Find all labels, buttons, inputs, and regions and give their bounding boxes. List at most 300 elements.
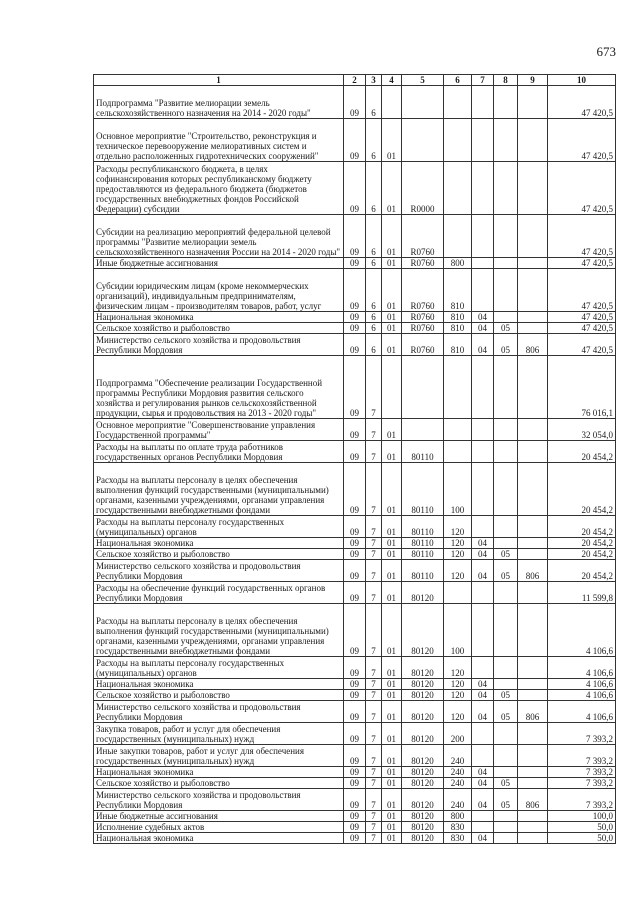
cell-name: Сельское хозяйство и рыболовство bbox=[94, 549, 344, 560]
cell-col-2: 09 bbox=[344, 778, 366, 789]
cell-name: Иные бюджетные ассигнования bbox=[94, 258, 344, 269]
cell-amount: 50,0 bbox=[548, 822, 616, 833]
cell-col-4 bbox=[382, 356, 402, 419]
cell-col-3: 6 bbox=[366, 312, 382, 323]
cell-col-8: 05 bbox=[494, 789, 518, 811]
cell-col-9 bbox=[518, 723, 548, 745]
cell-col-4: 01 bbox=[382, 789, 402, 811]
cell-col-8 bbox=[494, 86, 518, 119]
cell-col-2: 09 bbox=[344, 690, 366, 701]
column-header-col-6: 6 bbox=[444, 75, 472, 86]
cell-col-6: 810 bbox=[444, 334, 472, 356]
cell-col-2: 09 bbox=[344, 419, 366, 441]
cell-col-2: 09 bbox=[344, 560, 366, 582]
cell-col-9: 806 bbox=[518, 789, 548, 811]
cell-col-9 bbox=[518, 549, 548, 560]
cell-amount: 20 454,2 bbox=[548, 516, 616, 538]
cell-col-2: 09 bbox=[344, 356, 366, 419]
cell-col-5: 80110 bbox=[402, 441, 444, 463]
cell-col-3: 6 bbox=[366, 258, 382, 269]
cell-col-2: 09 bbox=[344, 538, 366, 549]
cell-col-9 bbox=[518, 312, 548, 323]
cell-col-5: 80120 bbox=[402, 767, 444, 778]
cell-col-6 bbox=[444, 86, 472, 119]
cell-name: Исполнение судебных актов bbox=[94, 822, 344, 833]
cell-col-2: 09 bbox=[344, 516, 366, 538]
cell-col-2: 09 bbox=[344, 811, 366, 822]
table-row bbox=[94, 822, 616, 833]
cell-col-5: 80120 bbox=[402, 582, 444, 604]
table-row bbox=[94, 323, 616, 334]
cell-name: Расходы на выплаты персоналу государственных (муниципальных) органов bbox=[94, 657, 344, 679]
cell-col-4: 01 bbox=[382, 822, 402, 833]
cell-col-4: 01 bbox=[382, 811, 402, 822]
table-row bbox=[94, 215, 616, 258]
cell-col-9 bbox=[518, 811, 548, 822]
cell-amount: 47 420,5 bbox=[548, 86, 616, 119]
cell-col-4: 01 bbox=[382, 690, 402, 701]
table-row bbox=[94, 745, 616, 767]
cell-col-6: 100 bbox=[444, 604, 472, 657]
cell-col-9 bbox=[518, 269, 548, 312]
table-row bbox=[94, 767, 616, 778]
cell-col-6: 120 bbox=[444, 549, 472, 560]
cell-col-7 bbox=[472, 258, 494, 269]
cell-col-4: 01 bbox=[382, 334, 402, 356]
cell-col-4: 01 bbox=[382, 258, 402, 269]
cell-col-7 bbox=[472, 582, 494, 604]
table-row bbox=[94, 811, 616, 822]
cell-name: Субсидии юридическим лицам (кроме некоммерческих организаций), индивидуальным предпринимателям, физическим лицам - производителям товаров, работ, услуг bbox=[94, 269, 344, 312]
cell-col-3: 7 bbox=[366, 604, 382, 657]
cell-col-3: 7 bbox=[366, 679, 382, 690]
column-header-col-9: 9 bbox=[518, 75, 548, 86]
cell-amount: 76 016,1 bbox=[548, 356, 616, 419]
cell-col-9 bbox=[518, 258, 548, 269]
cell-col-6: 120 bbox=[444, 690, 472, 701]
cell-col-3: 6 bbox=[366, 269, 382, 312]
cell-col-6: 240 bbox=[444, 789, 472, 811]
page-number: 673 bbox=[596, 44, 616, 59]
cell-name: Министерство сельского хозяйства и продовольствия Республики Мордовия bbox=[94, 560, 344, 582]
cell-col-7: 04 bbox=[472, 560, 494, 582]
cell-col-7 bbox=[472, 463, 494, 516]
cell-name: Министерство сельского хозяйства и продовольствия Республики Мордовия bbox=[94, 701, 344, 723]
cell-col-9 bbox=[518, 582, 548, 604]
cell-col-3: 7 bbox=[366, 419, 382, 441]
cell-col-5 bbox=[402, 86, 444, 119]
cell-name: Расходы на обеспечение функций государственных органов Республики Мордовия bbox=[94, 582, 344, 604]
cell-col-6: 120 bbox=[444, 679, 472, 690]
cell-col-7 bbox=[472, 657, 494, 679]
cell-col-8 bbox=[494, 516, 518, 538]
cell-col-9 bbox=[518, 419, 548, 441]
cell-col-2: 09 bbox=[344, 767, 366, 778]
cell-amount: 4 106,6 bbox=[548, 701, 616, 723]
cell-col-2: 09 bbox=[344, 162, 366, 215]
cell-col-6: 240 bbox=[444, 767, 472, 778]
cell-col-5: R0760 bbox=[402, 269, 444, 312]
cell-col-2: 09 bbox=[344, 723, 366, 745]
cell-amount: 32 054,0 bbox=[548, 419, 616, 441]
cell-name: Сельское хозяйство и рыболовство bbox=[94, 778, 344, 789]
cell-col-9 bbox=[518, 690, 548, 701]
table-row bbox=[94, 604, 616, 657]
cell-amount: 47 420,5 bbox=[548, 323, 616, 334]
cell-col-4: 01 bbox=[382, 723, 402, 745]
cell-col-5: 80120 bbox=[402, 745, 444, 767]
column-header-col-2: 2 bbox=[344, 75, 366, 86]
table-row bbox=[94, 582, 616, 604]
cell-col-7 bbox=[472, 441, 494, 463]
cell-col-9: 806 bbox=[518, 560, 548, 582]
cell-col-6: 100 bbox=[444, 463, 472, 516]
cell-col-3: 7 bbox=[366, 833, 382, 844]
cell-col-9 bbox=[518, 323, 548, 334]
cell-col-6: 810 bbox=[444, 312, 472, 323]
cell-col-7 bbox=[472, 215, 494, 258]
cell-col-7: 04 bbox=[472, 334, 494, 356]
cell-col-4: 01 bbox=[382, 767, 402, 778]
cell-col-6: 120 bbox=[444, 657, 472, 679]
cell-col-6: 240 bbox=[444, 778, 472, 789]
cell-col-2: 09 bbox=[344, 604, 366, 657]
cell-col-2: 09 bbox=[344, 258, 366, 269]
cell-name: Закупка товаров, работ и услуг для обеспечения государственных (муниципальных) нужд bbox=[94, 723, 344, 745]
cell-name: Национальная экономика bbox=[94, 833, 344, 844]
table-row bbox=[94, 723, 616, 745]
table-header-row bbox=[94, 75, 616, 86]
cell-col-5 bbox=[402, 356, 444, 419]
cell-col-6: 240 bbox=[444, 745, 472, 767]
cell-amount: 47 420,5 bbox=[548, 334, 616, 356]
cell-amount: 7 393,2 bbox=[548, 723, 616, 745]
cell-col-5: R0760 bbox=[402, 323, 444, 334]
cell-col-7: 04 bbox=[472, 323, 494, 334]
cell-col-4: 01 bbox=[382, 323, 402, 334]
cell-col-8 bbox=[494, 745, 518, 767]
cell-col-4: 01 bbox=[382, 833, 402, 844]
cell-amount: 47 420,5 bbox=[548, 269, 616, 312]
cell-name: Национальная экономика bbox=[94, 679, 344, 690]
cell-col-8 bbox=[494, 811, 518, 822]
cell-col-3: 7 bbox=[366, 778, 382, 789]
cell-col-2: 09 bbox=[344, 745, 366, 767]
column-header-col-3: 3 bbox=[366, 75, 382, 86]
cell-col-3: 7 bbox=[366, 789, 382, 811]
cell-col-4: 01 bbox=[382, 162, 402, 215]
cell-col-8 bbox=[494, 822, 518, 833]
cell-col-5: 80120 bbox=[402, 723, 444, 745]
cell-col-3: 7 bbox=[366, 657, 382, 679]
cell-col-9 bbox=[518, 745, 548, 767]
cell-col-7: 04 bbox=[472, 789, 494, 811]
cell-col-6: 810 bbox=[444, 323, 472, 334]
cell-amount: 4 106,6 bbox=[548, 679, 616, 690]
cell-col-8 bbox=[494, 419, 518, 441]
cell-col-8 bbox=[494, 538, 518, 549]
cell-col-7: 04 bbox=[472, 767, 494, 778]
cell-col-5: R0000 bbox=[402, 162, 444, 215]
cell-col-5: 80110 bbox=[402, 516, 444, 538]
cell-col-8 bbox=[494, 119, 518, 162]
cell-col-7 bbox=[472, 356, 494, 419]
cell-col-4: 01 bbox=[382, 516, 402, 538]
cell-col-3: 7 bbox=[366, 463, 382, 516]
cell-col-5: 80110 bbox=[402, 560, 444, 582]
cell-col-6 bbox=[444, 582, 472, 604]
cell-col-9 bbox=[518, 516, 548, 538]
cell-col-8 bbox=[494, 162, 518, 215]
cell-name: Расходы на выплаты персоналу государственных (муниципальных) органов bbox=[94, 516, 344, 538]
cell-col-2: 09 bbox=[344, 822, 366, 833]
cell-col-8: 05 bbox=[494, 690, 518, 701]
budget-table bbox=[93, 74, 616, 844]
cell-col-4: 01 bbox=[382, 560, 402, 582]
cell-col-9 bbox=[518, 604, 548, 657]
cell-col-3: 7 bbox=[366, 356, 382, 419]
cell-name: Национальная экономика bbox=[94, 312, 344, 323]
cell-col-5: 80110 bbox=[402, 538, 444, 549]
cell-col-6 bbox=[444, 162, 472, 215]
table-row bbox=[94, 789, 616, 811]
cell-col-3: 7 bbox=[366, 516, 382, 538]
cell-col-5: R0760 bbox=[402, 312, 444, 323]
cell-col-7 bbox=[472, 119, 494, 162]
cell-col-6: 810 bbox=[444, 269, 472, 312]
table-row bbox=[94, 269, 616, 312]
cell-col-4: 01 bbox=[382, 312, 402, 323]
cell-col-7: 04 bbox=[472, 538, 494, 549]
cell-col-7: 04 bbox=[472, 312, 494, 323]
cell-col-3: 7 bbox=[366, 811, 382, 822]
cell-col-6 bbox=[444, 119, 472, 162]
cell-col-9 bbox=[518, 215, 548, 258]
cell-col-2: 09 bbox=[344, 323, 366, 334]
table-row bbox=[94, 516, 616, 538]
cell-col-8 bbox=[494, 356, 518, 419]
cell-amount: 7 393,2 bbox=[548, 767, 616, 778]
cell-col-2: 09 bbox=[344, 269, 366, 312]
cell-name: Основное мероприятие "Строительство, реконструкция и техническое перевооружение мелиоративных систем и отдельно расположенных гидротехнических сооружений" bbox=[94, 119, 344, 162]
cell-col-7: 04 bbox=[472, 679, 494, 690]
cell-amount: 20 454,2 bbox=[548, 560, 616, 582]
cell-col-7 bbox=[472, 162, 494, 215]
cell-col-6: 800 bbox=[444, 811, 472, 822]
cell-col-9 bbox=[518, 767, 548, 778]
cell-col-4: 01 bbox=[382, 582, 402, 604]
cell-amount: 7 393,2 bbox=[548, 778, 616, 789]
cell-col-4: 01 bbox=[382, 119, 402, 162]
cell-amount: 20 454,2 bbox=[548, 463, 616, 516]
cell-col-8 bbox=[494, 604, 518, 657]
cell-col-5: 80120 bbox=[402, 679, 444, 690]
cell-col-6: 200 bbox=[444, 723, 472, 745]
cell-col-5: 80120 bbox=[402, 604, 444, 657]
cell-col-7: 04 bbox=[472, 549, 494, 560]
cell-col-2: 09 bbox=[344, 215, 366, 258]
table-row bbox=[94, 419, 616, 441]
cell-col-3: 7 bbox=[366, 582, 382, 604]
cell-col-5: R0760 bbox=[402, 258, 444, 269]
cell-col-3: 6 bbox=[366, 119, 382, 162]
cell-amount: 47 420,5 bbox=[548, 119, 616, 162]
cell-col-2: 09 bbox=[344, 833, 366, 844]
cell-amount: 11 599,8 bbox=[548, 582, 616, 604]
cell-col-8 bbox=[494, 215, 518, 258]
table-row bbox=[94, 657, 616, 679]
cell-col-4: 01 bbox=[382, 701, 402, 723]
cell-amount: 100,0 bbox=[548, 811, 616, 822]
cell-amount: 7 393,2 bbox=[548, 789, 616, 811]
cell-amount: 4 106,6 bbox=[548, 604, 616, 657]
cell-col-4: 01 bbox=[382, 549, 402, 560]
cell-col-2: 09 bbox=[344, 119, 366, 162]
cell-col-6: 120 bbox=[444, 560, 472, 582]
cell-name: Расходы на выплаты по оплате труда работников государственных органов Республики Мордовия bbox=[94, 441, 344, 463]
cell-col-4: 01 bbox=[382, 269, 402, 312]
column-header-col-5: 5 bbox=[402, 75, 444, 86]
table-row bbox=[94, 162, 616, 215]
cell-name: Подпрограмма "Обеспечение реализации Государственной программы Республики Мордовия развития сельского хозяйства и регулирования рынков сельскохозяйственной продукции, сырья и продовольствия на 2013 - 2020 годы" bbox=[94, 356, 344, 419]
cell-col-7 bbox=[472, 723, 494, 745]
cell-col-5: 80120 bbox=[402, 822, 444, 833]
cell-col-5 bbox=[402, 119, 444, 162]
cell-col-4: 01 bbox=[382, 778, 402, 789]
cell-col-7 bbox=[472, 516, 494, 538]
table-row bbox=[94, 549, 616, 560]
cell-amount: 7 393,2 bbox=[548, 745, 616, 767]
cell-col-3: 7 bbox=[366, 723, 382, 745]
cell-col-7: 04 bbox=[472, 690, 494, 701]
cell-col-6 bbox=[444, 215, 472, 258]
cell-col-4: 01 bbox=[382, 745, 402, 767]
cell-col-3: 7 bbox=[366, 441, 382, 463]
column-header-col-8: 8 bbox=[494, 75, 518, 86]
column-header-amount: 10 bbox=[548, 75, 616, 86]
table-row bbox=[94, 441, 616, 463]
cell-col-3: 7 bbox=[366, 822, 382, 833]
cell-col-7: 04 bbox=[472, 778, 494, 789]
cell-col-2: 09 bbox=[344, 582, 366, 604]
cell-name: Расходы на выплаты персоналу в целях обеспечения выполнения функций государственными (муниципальными) органами, казенными учреждениями, органами управления государственными внебюджетными фондами bbox=[94, 604, 344, 657]
cell-col-5: 80120 bbox=[402, 833, 444, 844]
cell-col-9 bbox=[518, 463, 548, 516]
cell-col-2: 09 bbox=[344, 679, 366, 690]
cell-amount: 20 454,2 bbox=[548, 441, 616, 463]
cell-col-2: 09 bbox=[344, 657, 366, 679]
cell-col-8 bbox=[494, 441, 518, 463]
cell-name: Сельское хозяйство и рыболовство bbox=[94, 690, 344, 701]
cell-col-9 bbox=[518, 356, 548, 419]
cell-name: Расходы республиканского бюджета, в целях софинансирования которых республиканскому бюджету предоставляются из федерального бюджета (бюджетов государственных внебюджетных фондов Российской Федерации) субсидии bbox=[94, 162, 344, 215]
table-row bbox=[94, 312, 616, 323]
cell-amount: 47 420,5 bbox=[548, 258, 616, 269]
table-row bbox=[94, 86, 616, 119]
cell-col-8 bbox=[494, 833, 518, 844]
cell-col-4: 01 bbox=[382, 657, 402, 679]
cell-col-5: 80120 bbox=[402, 778, 444, 789]
cell-col-8 bbox=[494, 723, 518, 745]
cell-col-8: 05 bbox=[494, 323, 518, 334]
cell-col-4: 01 bbox=[382, 463, 402, 516]
cell-col-6 bbox=[444, 356, 472, 419]
cell-col-6: 120 bbox=[444, 516, 472, 538]
cell-col-4 bbox=[382, 86, 402, 119]
cell-col-7 bbox=[472, 811, 494, 822]
table-row bbox=[94, 334, 616, 356]
cell-col-5 bbox=[402, 419, 444, 441]
cell-col-3: 6 bbox=[366, 215, 382, 258]
cell-col-3: 6 bbox=[366, 334, 382, 356]
cell-col-8 bbox=[494, 269, 518, 312]
cell-col-9: 806 bbox=[518, 701, 548, 723]
cell-col-7: 04 bbox=[472, 701, 494, 723]
table-row bbox=[94, 690, 616, 701]
cell-amount: 20 454,2 bbox=[548, 538, 616, 549]
cell-col-3: 6 bbox=[366, 323, 382, 334]
cell-amount: 4 106,6 bbox=[548, 690, 616, 701]
cell-col-9 bbox=[518, 538, 548, 549]
cell-col-8 bbox=[494, 767, 518, 778]
cell-col-5: 80120 bbox=[402, 789, 444, 811]
cell-col-5: 80120 bbox=[402, 657, 444, 679]
cell-col-6 bbox=[444, 419, 472, 441]
cell-col-5: 80110 bbox=[402, 549, 444, 560]
cell-col-2: 09 bbox=[344, 86, 366, 119]
cell-col-2: 09 bbox=[344, 312, 366, 323]
cell-name: Национальная экономика bbox=[94, 767, 344, 778]
cell-col-9 bbox=[518, 822, 548, 833]
cell-amount: 47 420,5 bbox=[548, 162, 616, 215]
cell-col-3: 7 bbox=[366, 767, 382, 778]
table-row bbox=[94, 538, 616, 549]
cell-col-9 bbox=[518, 441, 548, 463]
column-header-col-4: 4 bbox=[382, 75, 402, 86]
cell-col-3: 6 bbox=[366, 86, 382, 119]
cell-col-2: 09 bbox=[344, 441, 366, 463]
cell-name: Расходы на выплаты персоналу в целях обеспечения выполнения функций государственными (муниципальными) органами, казенными учреждениями, органами управления государственными внебюджетными фондами bbox=[94, 463, 344, 516]
cell-col-2: 09 bbox=[344, 701, 366, 723]
cell-col-8 bbox=[494, 679, 518, 690]
cell-col-6: 800 bbox=[444, 258, 472, 269]
cell-name: Основное мероприятие "Совершенствование управления Государственной программы" bbox=[94, 419, 344, 441]
cell-col-8 bbox=[494, 582, 518, 604]
column-header-name: 1 bbox=[94, 75, 344, 86]
cell-col-7 bbox=[472, 419, 494, 441]
table-row bbox=[94, 356, 616, 419]
cell-col-3: 7 bbox=[366, 690, 382, 701]
table-row bbox=[94, 701, 616, 723]
cell-col-8 bbox=[494, 463, 518, 516]
cell-col-4: 01 bbox=[382, 419, 402, 441]
cell-col-6: 120 bbox=[444, 538, 472, 549]
cell-col-6: 830 bbox=[444, 822, 472, 833]
cell-col-8: 05 bbox=[494, 560, 518, 582]
cell-col-2: 09 bbox=[344, 334, 366, 356]
cell-col-9 bbox=[518, 679, 548, 690]
cell-col-9 bbox=[518, 86, 548, 119]
cell-col-5: 80110 bbox=[402, 463, 444, 516]
table-row bbox=[94, 833, 616, 844]
cell-name: Иные закупки товаров, работ и услуг для обеспечения государственных (муниципальных) нужд bbox=[94, 745, 344, 767]
cell-name: Иные бюджетные ассигнования bbox=[94, 811, 344, 822]
cell-col-7 bbox=[472, 745, 494, 767]
cell-col-3: 7 bbox=[366, 538, 382, 549]
cell-col-3: 7 bbox=[366, 745, 382, 767]
cell-col-6 bbox=[444, 441, 472, 463]
cell-col-5: R0760 bbox=[402, 215, 444, 258]
